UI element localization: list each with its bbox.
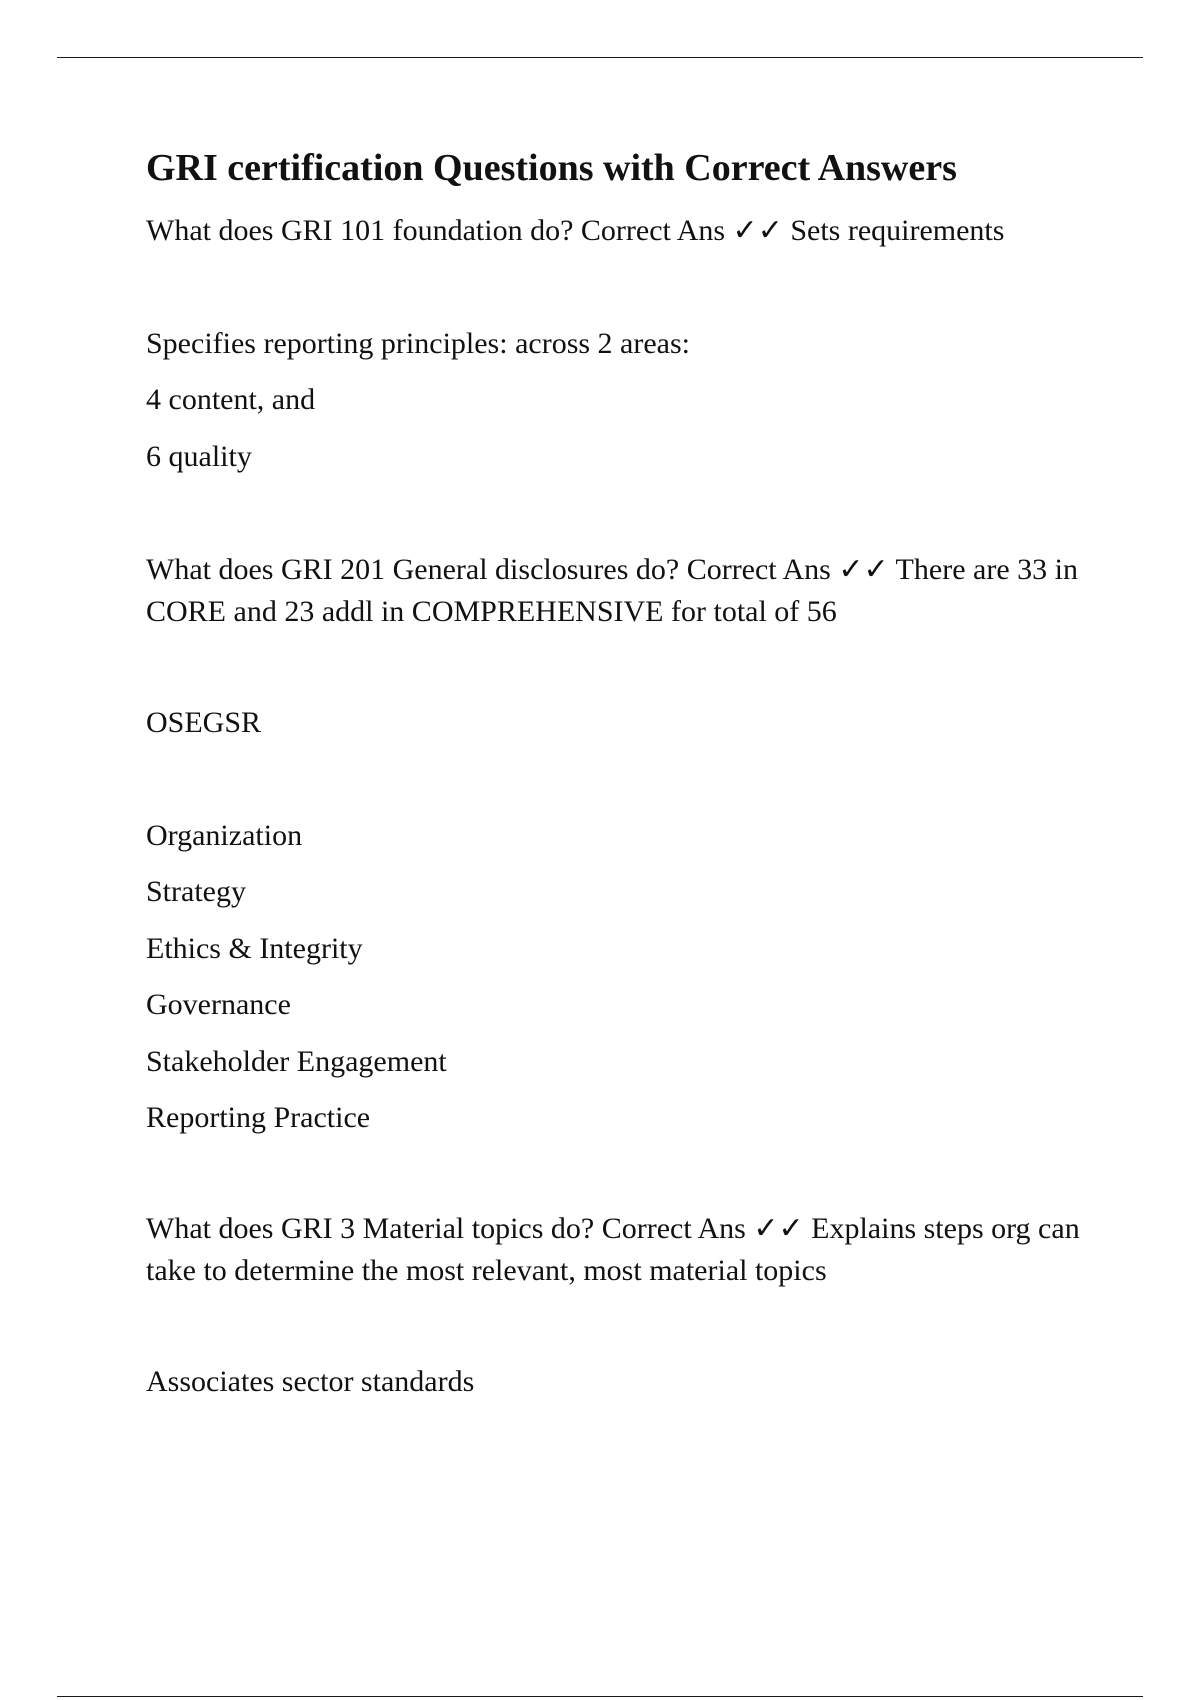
list-item-ethics: Ethics & Integrity <box>146 932 363 965</box>
paragraph-quality-count: 6 quality <box>146 440 252 473</box>
bottom-rule <box>57 1696 1143 1697</box>
top-rule <box>57 57 1143 58</box>
list-item-governance: Governance <box>146 988 291 1021</box>
list-item-stakeholder: Stakeholder Engagement <box>146 1045 447 1078</box>
document-title: GRI certification Questions with Correct Answers <box>146 147 957 189</box>
list-item-strategy: Strategy <box>146 875 246 908</box>
list-item-reporting: Reporting Practice <box>146 1101 371 1134</box>
paragraph-content-count: 4 content, and <box>146 383 316 416</box>
paragraph-acronym: OSEGSR <box>146 706 262 739</box>
paragraph-gri101-question: What does GRI 101 foundation do? Correct Ans ✓✓ Sets requirements <box>146 214 1005 247</box>
list-item-organization: Organization <box>146 819 303 852</box>
paragraph-gri201-question: What does GRI 201 General disclosures do? Correct Ans ✓✓ There are 33 in CORE and 23 addl in COMPREHENSIVE for total of 56 <box>146 553 1078 628</box>
paragraph-sector-standards: Associates sector standards <box>146 1365 475 1398</box>
paragraph-reporting-principles: Specifies reporting principles: across 2 areas: <box>146 327 690 360</box>
paragraph-gri3-question: What does GRI 3 Material topics do? Correct Ans ✓✓ Explains steps org can take to determine the most relevant, most material topics <box>146 1212 1080 1287</box>
